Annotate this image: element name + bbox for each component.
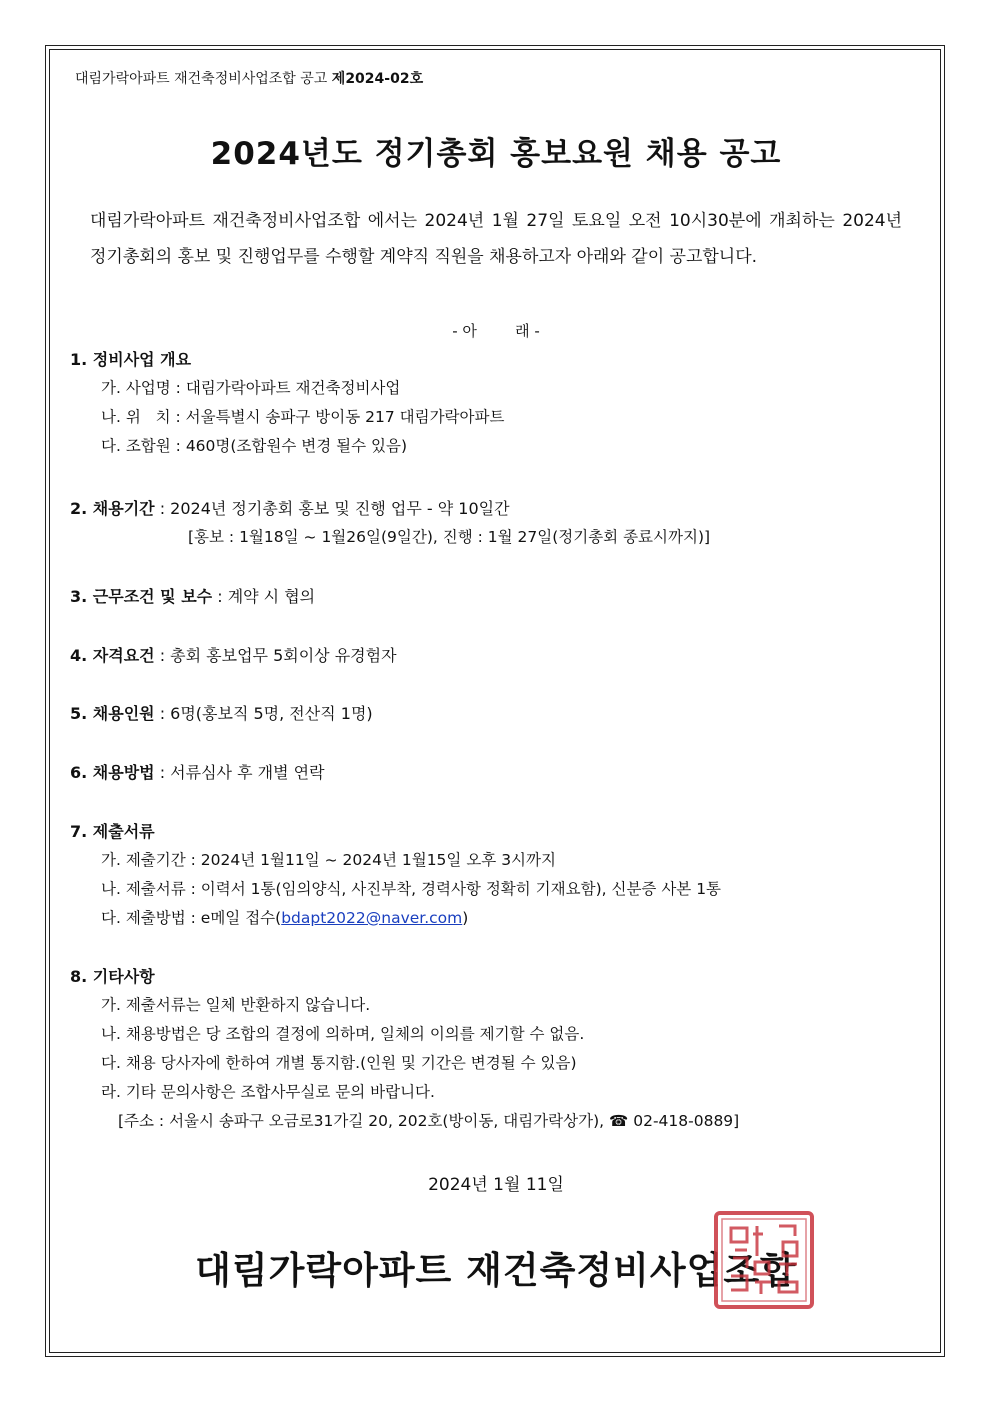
section-text: : 계약 시 협의 [212, 587, 316, 606]
phone-number: 02-418-0889] [628, 1112, 740, 1130]
section-heading: 2. 채용기간 [70, 499, 155, 518]
arae-separator: - 아 래 - [452, 322, 540, 340]
list-item: 나. 채용방법은 당 조합의 결정에 의하며, 일체의 이의를 제기할 수 없음. [101, 1025, 585, 1043]
phone-icon: ☎ [608, 1112, 629, 1130]
section-heading: 3. 근무조건 및 보수 [70, 587, 213, 606]
list-item: 다. 채용 당사자에 한하여 개별 통지함.(인원 및 기간은 변경될 수 있음) [101, 1054, 577, 1072]
list-item: 가. 제출서류는 일체 반환하지 않습니다. [101, 996, 371, 1014]
section-text: : 서류심사 후 개별 연락 [154, 763, 325, 782]
list-item: 가. 사업명 : 대림가락아파트 재건축정비사업 [101, 379, 401, 397]
section-heading: 6. 채용방법 [70, 763, 155, 782]
section-qualifications [70, 641, 397, 670]
document-title: 2024년도 정기총회 홍보요원 채용 공고 [210, 136, 782, 172]
email-link[interactable]: bdapt2022@naver.com [281, 909, 463, 927]
section-text: : 6명(홍보직 5명, 전산직 1명) [154, 704, 373, 723]
section-period [70, 494, 710, 552]
intro-paragraph [90, 203, 902, 275]
section-documents [70, 817, 721, 933]
section-text: : 총회 홍보업무 5회이상 유경험자 [154, 646, 397, 665]
list-item: 나. 위 치 : 서울특별시 송파구 방이동 217 대림가락아파트 [101, 408, 505, 426]
list-item: 가. 제출기간 : 2024년 1월11일 ~ 2024년 1월15일 오후 3시까지 [101, 851, 556, 869]
list-item [70, 904, 721, 933]
section-heading: 1. 정비사업 개요 [70, 350, 192, 369]
notice-number [75, 68, 423, 88]
official-seal-icon [713, 1210, 815, 1310]
notice-id: 제2024-02호 [331, 71, 424, 87]
issue-date: 2024년 1월 11일 [428, 1175, 564, 1195]
section-headcount [70, 699, 373, 728]
section-heading: 7. 제출서류 [70, 822, 155, 841]
section-text: : 2024년 정기총회 홍보 및 진행 업무 - 약 10일간 [154, 499, 510, 518]
section-overview [70, 345, 504, 461]
address-text: [주소 : 서울시 송파구 오금로31가길 20, 202호(방이동, 대림가락상가), [118, 1112, 609, 1130]
period-detail: [홍보 : 1월18일 ~ 1월26일(9일간), 진행 : 1월 27일(정기총회 종료시까지)] [188, 528, 711, 546]
list-item: 다. 조합원 : 460명(조합원수 변경 될수 있음) [101, 437, 407, 455]
list-item: 나. 제출서류 : 이력서 1통(임의양식, 사진부착, 경력사항 정확히 기재요함), 신분증 사본 1통 [101, 880, 722, 898]
section-conditions [70, 582, 315, 611]
list-item: 라. 기타 문의사항은 조합사무실로 문의 바랍니다. [101, 1083, 435, 1101]
method-prefix: 다. 제출방법 : e메일 접수( [101, 909, 282, 927]
method-suffix: ) [462, 909, 469, 927]
section-heading: 4. 자격요건 [70, 646, 155, 665]
intro-text: 대림가락아파트 재건축정비사업조합 에서는 2024년 1월 27일 토요일 오전 10시30분에 개최하는 2024년 정기총회의 홍보 및 진행업무를 수행할 계약직 직원을 채용하고자 아래와 같이 공고합니다. [90, 211, 902, 267]
section-method [70, 758, 325, 787]
address-line [70, 1107, 739, 1136]
section-heading: 8. 기타사항 [70, 967, 155, 986]
section-heading: 5. 채용인원 [70, 704, 155, 723]
notice-prefix: 대림가락아파트 재건축정비사업조합 공고 [75, 71, 332, 87]
section-misc [70, 962, 739, 1136]
union-name: 대림가락아파트 재건축정비사업조합 [195, 1249, 797, 1292]
